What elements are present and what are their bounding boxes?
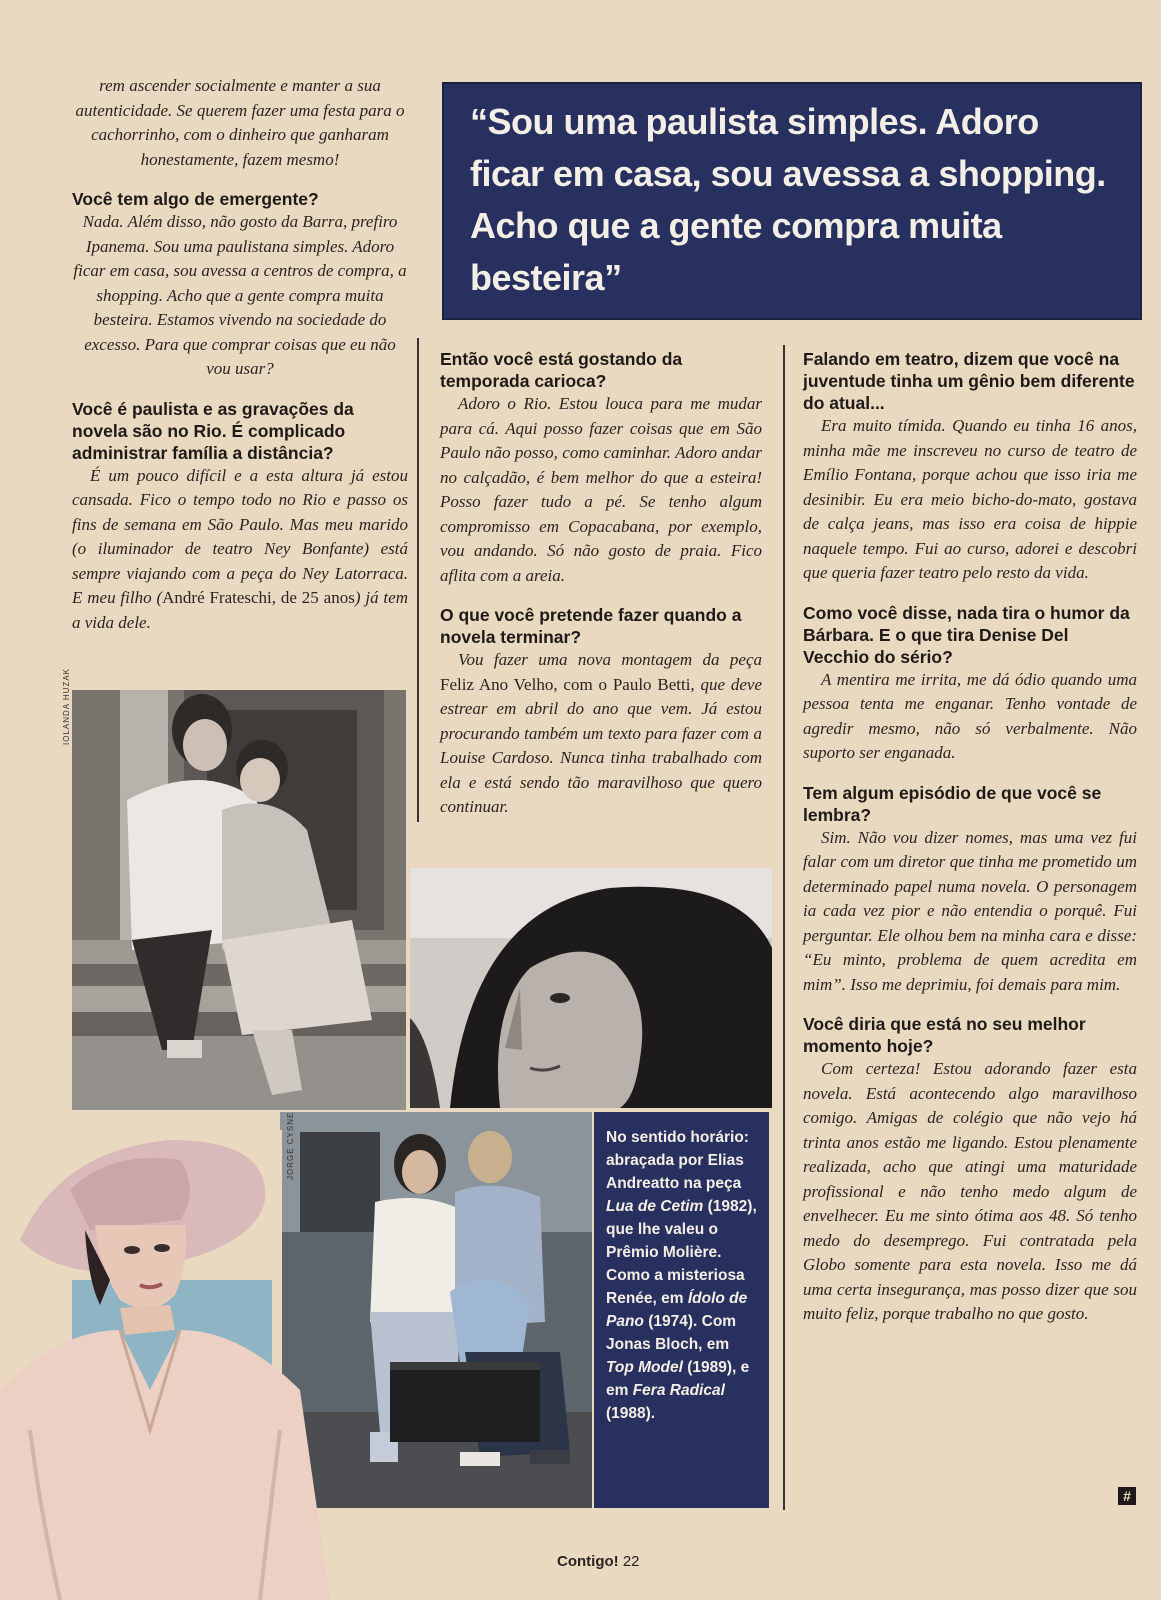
pull-quote-text: “Sou uma paulista simples. Adoro ficar em casa, sou avessa a shopping. Acho que a gente compra muita besteira”: [470, 101, 1106, 298]
column-divider-2: [783, 345, 785, 1510]
end-mark-icon: #: [1118, 1487, 1136, 1505]
question-teatro-juventude: Falando em teatro, dizem que você na juventude tinha um gênio bem diferente do atual...: [803, 349, 1135, 413]
answer-novela-part1: Vou fazer uma nova montagem da peça: [458, 650, 762, 669]
answer-episodio: Sim. Não vou dizer nomes, mas uma vez fui falar com um diretor que tinha me prometido um determinado papel numa novela. O personagem ia cada vez pior e não entendia o porquê. Fui perguntar. Ele olhou bem na minha cara e disse: “Eu minto, problema de quem acredita em mim”. Isso me deprimiu, foi demais para mim.: [803, 827, 1137, 994]
caption-text-5: (1988).: [606, 1405, 656, 1422]
question-emergente: Você tem algo de emergente?: [72, 189, 319, 209]
answer-teatro-juventude: Era muito tímida. Quando eu tinha 16 anos, minha mãe me inscreveu no curso de teatro de Emílio Fontana, porque achou que isso iria me desinibir. Eu era meio bicho-do-mato, gostava de calça jeans, mas isso era coisa de hippie naquele tempo. Fui ao curso, adorei e descobri que queria fazer teatro pelo resto da vida.: [803, 416, 1137, 582]
answer-novela-terminar: [440, 648, 762, 820]
caption-title-lua-de-cetim: Lua de Cetim: [606, 1198, 704, 1215]
photo-caption: [594, 1112, 769, 1508]
column-divider-1: [417, 338, 419, 822]
answer-paulista-part2: ) já tem a vida dele.: [72, 588, 408, 632]
answer-novela-roman: Feliz Ano Velho, com o Paulo Betti: [440, 674, 691, 694]
caption-text-2: (1982), que lhe valeu o Prêmio Molière. Como a misteriosa Renée, em: [606, 1198, 757, 1307]
photo-lua-de-cetim: [72, 690, 406, 1110]
photo-idolo-de-pano-illustration: [410, 868, 772, 1108]
caption-text-3: (1974). Com Jonas Bloch, em: [606, 1313, 737, 1353]
column-2: [440, 348, 762, 836]
magazine-name: Contigo!: [557, 1553, 619, 1570]
question-episodio: Tem algum episódio de que você se lembra?: [803, 782, 1102, 825]
photo-idolo-de-pano: [410, 868, 772, 1108]
question-novela-terminar: O que você pretende fazer quando a novela terminar?: [440, 605, 742, 647]
column-3: [803, 348, 1137, 1343]
pull-quote-box: [442, 82, 1142, 320]
answer-paulista-part1: É um pouco difícil e a esta altura já estou cansada. Fico o tempo todo no Rio e passo os fins de semana em São Paulo. Mas meu marido (o iluminador de teatro Ney Bonfante) está sempre viajando com a peça do Ney Latorraca. E meu filho (: [72, 465, 408, 607]
question-humor: Como você disse, nada tira o humor da Bárbara. E o que tira Denise Del Vecchio do sério?: [803, 602, 1130, 667]
caption-title-idolo-de-pano: Ídolo de Pano: [606, 1290, 748, 1330]
photo-fera-radical-illustration: [0, 1130, 350, 1600]
column-1: [72, 74, 408, 651]
caption-text-1: No sentido horário: abraçada por Elias Andreatto na peça: [606, 1129, 749, 1192]
caption-title-fera-radical: Fera Radical: [632, 1382, 725, 1399]
question-melhor-momento: Você diria que está no seu melhor momento hoje?: [803, 1014, 1086, 1056]
caption-text-4: (1989), e em: [606, 1359, 750, 1399]
answer-humor: A mentira me irrita, me dá ódio quando uma pessoa tenta me enganar. Tenho vontade de agredir mesmo, não só verbalmente. Não suporto ser enganada.: [803, 669, 1137, 762]
photo-fera-radical: [0, 1130, 350, 1600]
photo-lua-de-cetim-illustration: [72, 690, 406, 1110]
answer-temporada: Adoro o Rio. Estou louca para me mudar para cá. Aqui posso fazer coisas que em São Paulo não posso, como caminhar. Adoro andar no calçadão, é bem melhor do que a esteira! Posso fazer tudo a pé. Se tenho algum compromisso em Copacabana, por exemplo, vou andando. Só não gosto de praia. Fico aflita com a areia.: [440, 394, 762, 585]
answer-melhor-momento: Com certeza! Estou adorando fazer esta novela. Está acontecendo algo maravilhoso comigo. Amigas de colégio que não vejo há trinta anos estão me ligando. Estou plenamente realizada, acho que atingi uma maturidade profissional e não tenho medo algum de envelhecer. Eu me sinto ótima aos 48. Só tenho medo do desemprego. Fui contratada pela Globo somente para esta novela. Isso me dá uma certa insegurança, mas posso dizer que sou muito feliz, porque trabalho no que gosto.: [803, 1059, 1137, 1323]
question-temporada: Então você está gostando da temporada carioca?: [440, 349, 683, 391]
intro-paragraph: rem ascender socialmente e manter a sua autenticidade. Se querem fazer uma festa para o cachorrinho, com o dinheiro que ganharam honestamente, fazem mesmo!: [75, 76, 405, 169]
caption-title-top-model: Top Model: [606, 1359, 683, 1376]
question-paulista: Você é paulista e as gravações da novela são no Rio. É complicado administrar família a distância?: [72, 398, 354, 463]
photo-credit-jorge-1: JORGE CYSNE: [286, 1111, 295, 1180]
answer-paulista: [72, 464, 408, 636]
answer-paulista-roman: André Frateschi, de 25 anos: [162, 588, 355, 607]
page-number: 22: [622, 1553, 640, 1570]
photo-credit-iolanda: IOLANDA HUZAK: [62, 667, 71, 745]
page-footer: [557, 1553, 640, 1570]
answer-novela-part2: , que deve estrear em abril do ano que vem. Já estou procurando também um texto para fazer com a Louise Cardoso. Nunca tinha trabalhado com ela e está sendo tão maravilhoso que quero continuar.: [440, 674, 762, 816]
answer-emergente: Nada. Além disso, não gosto da Barra, prefiro Ipanema. Sou uma paulistana simples. Adoro ficar em casa, sou avessa a centros de compra, a shopping. Acho que a gente compra muita besteira. Estamos vivendo na sociedade do excesso. Para que comprar coisas que eu não vou usar?: [73, 212, 407, 378]
